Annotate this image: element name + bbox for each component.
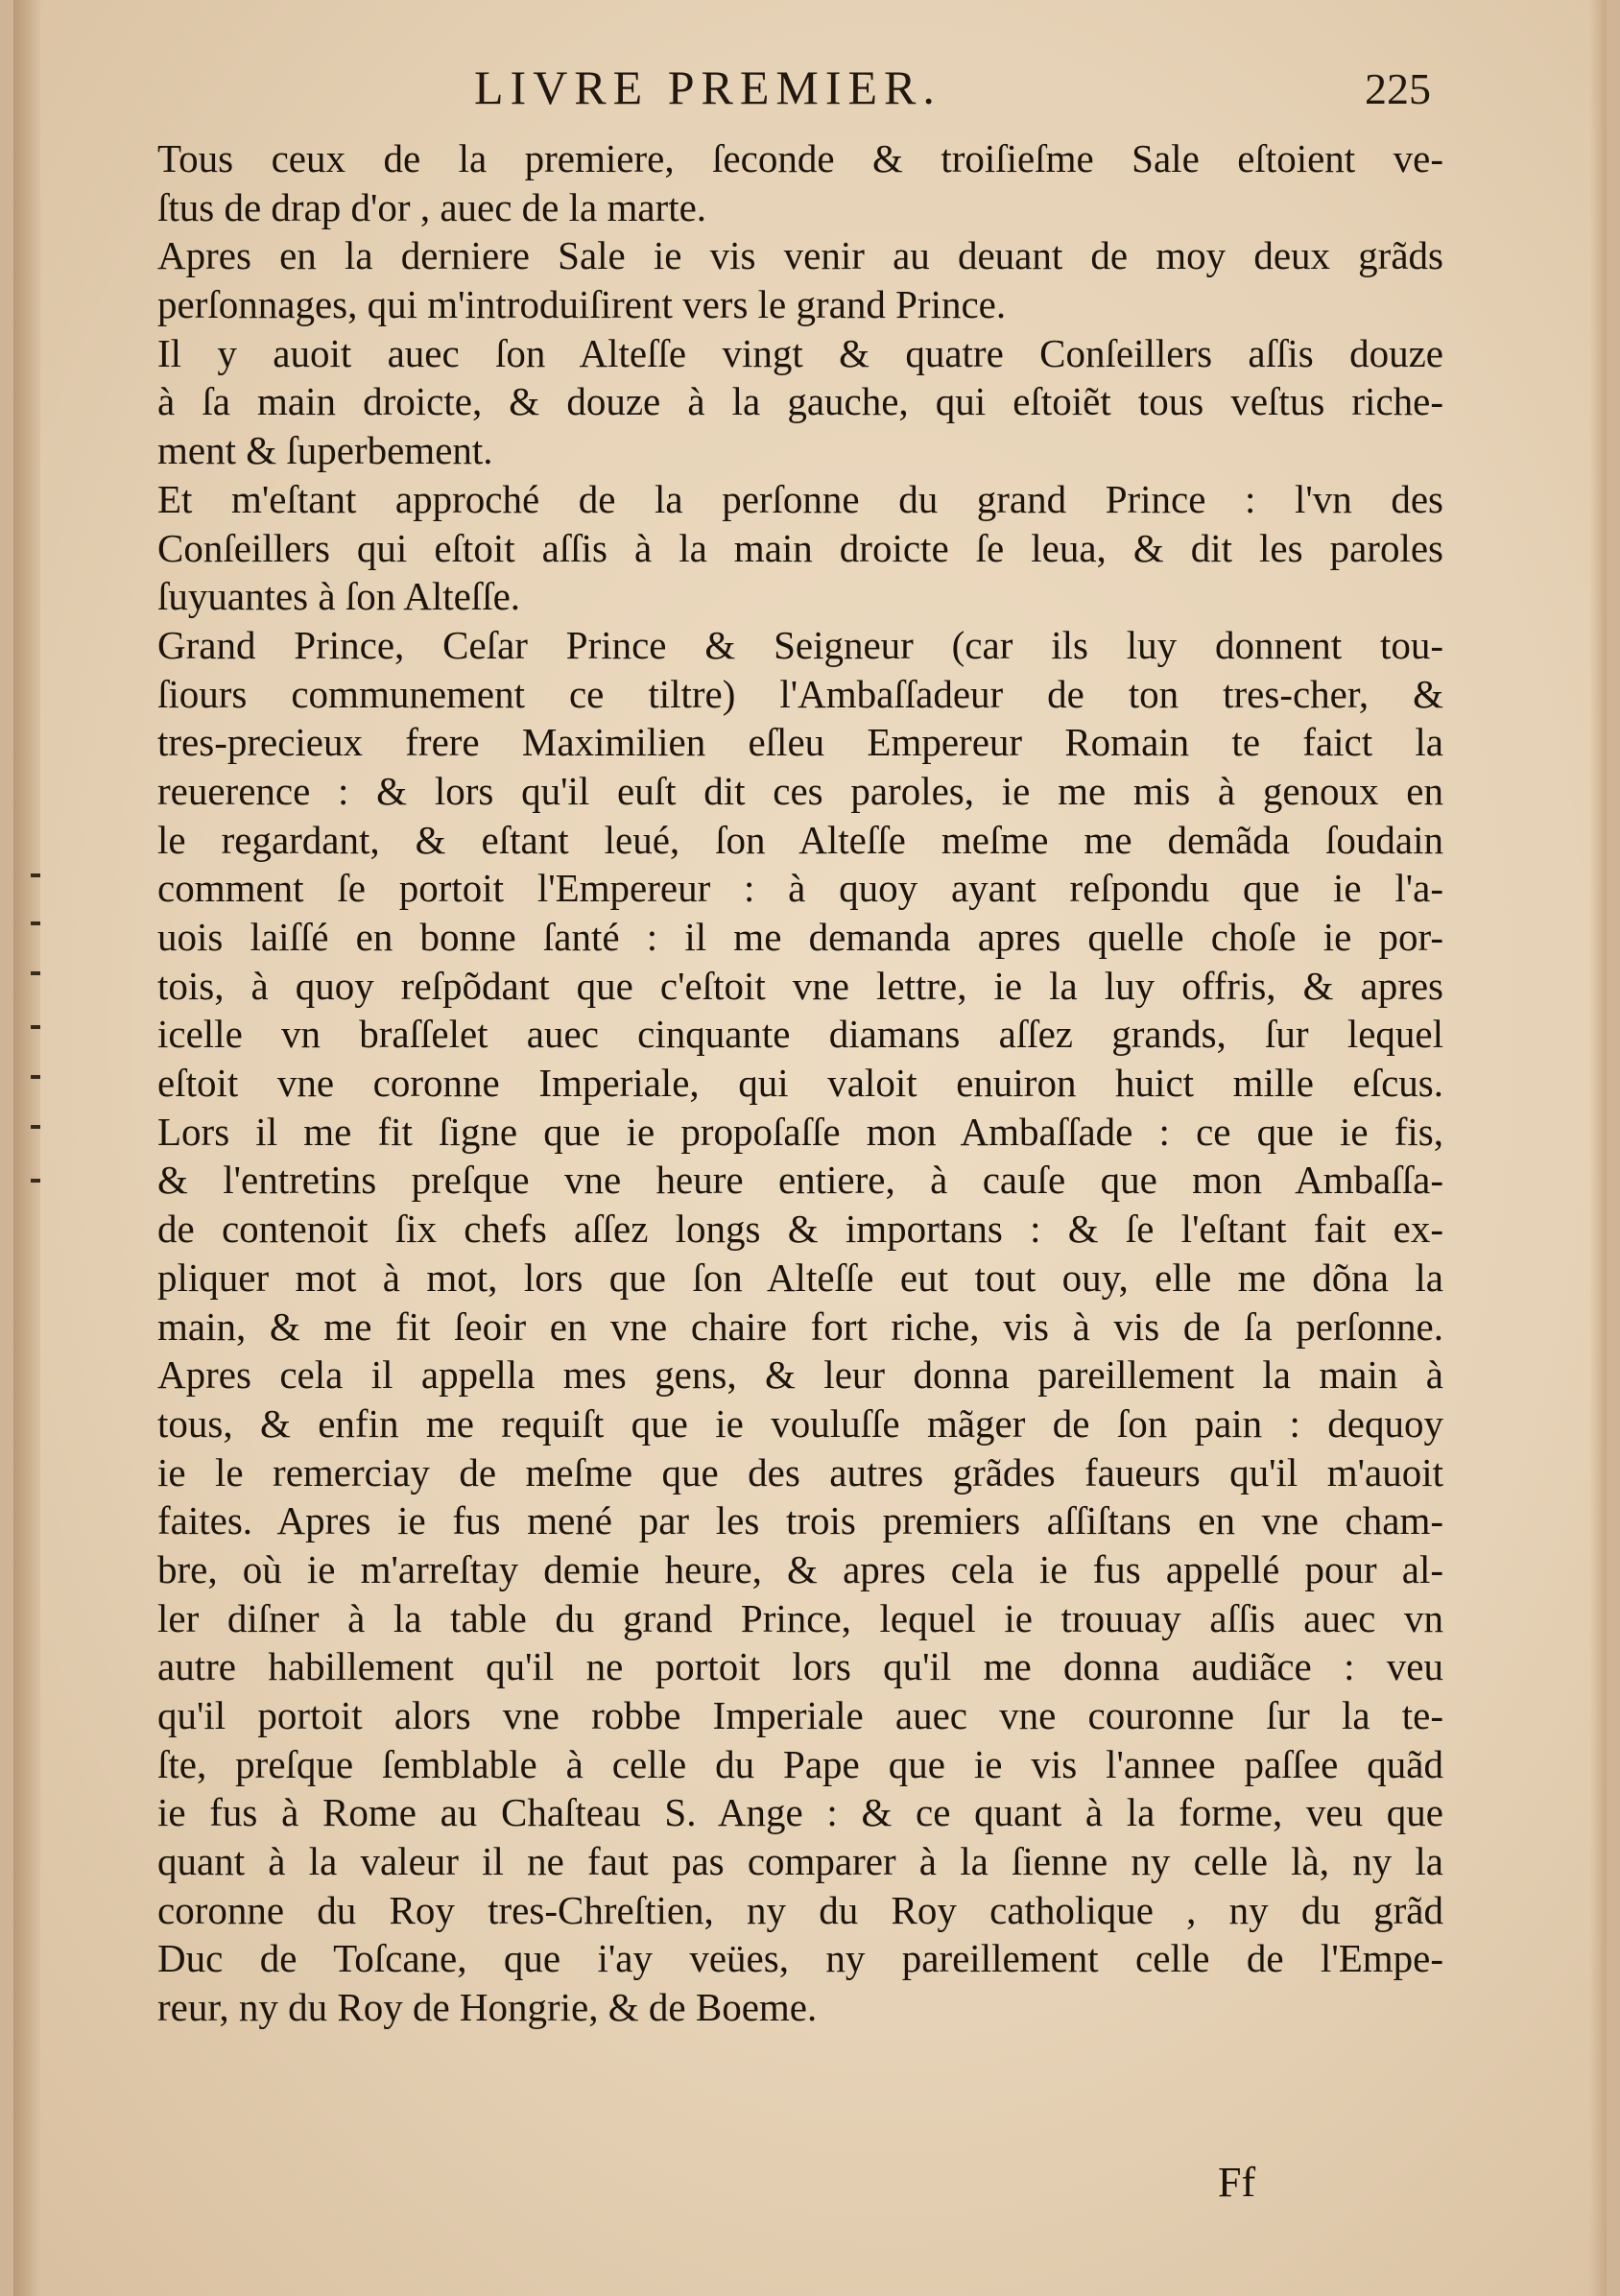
text-line: Apres cela il appella mes gens, & leur donna pareillement la main à <box>157 1352 1443 1398</box>
text-line: main, & me fit ſeoir en vne chaire fort riche, vis à vis de ſa perſonne. <box>157 1303 1443 1349</box>
text-line: de contenoit ſix chefs aſſez longs & importans : & ſe l'eſtant fait ex- <box>157 1207 1443 1252</box>
text-line: ſtus de drap d'or , auec de la marte. <box>157 184 707 229</box>
text-line: Grand Prince, Ceſar Prince & Seigneur (car ils luy donnent tou- <box>157 622 1443 667</box>
text-line: le regardant, & eſtant leué, ſon Alteſſe meſme me demãda ſoudain <box>157 817 1443 862</box>
text-line: bre, où ie m'arreſtay demie heure, & apres cela ie fus appellé pour al- <box>157 1546 1443 1591</box>
text-line: ler diſner à la table du grand Prince, lequel ie trouuay aſſis auec vn <box>157 1595 1443 1640</box>
text-line: autre habillement qu'il ne portoit lors qu'il me donna audiãce : veu <box>157 1644 1443 1689</box>
text-line: quant à la valeur il ne faut pas comparer à la ſienne ny celle là, ny la <box>157 1839 1443 1884</box>
text-line: tois, à quoy reſpõdant que c'eſtoit vne lettre, ie la luy offris, & apres <box>157 963 1443 1008</box>
text-line: Il y auoit auec ſon Alteſſe vingt & quatre Conſeillers aſſis douze <box>157 330 1443 375</box>
ink-mark <box>31 1125 40 1129</box>
text-line: Conſeillers qui eſtoit aſſis à la main droicte ſe leua, & dit les paroles <box>157 525 1443 570</box>
text-line: Tous ceux de la premiere, ſeconde & troiſieſme Sale eſtoient ve- <box>157 136 1443 180</box>
text-line: tous, & enfin me requiſt que ie vouluſſe mãger de ſon pain : dequoy <box>157 1400 1443 1446</box>
book-page <box>13 0 1607 2296</box>
ink-mark <box>31 873 40 877</box>
text-line: reur, ny du Roy de Hongrie, & de Boeme. <box>157 1985 818 2030</box>
text-line: icelle vn braſſelet auec cinquante diamans aſſez grands, ſur lequel <box>157 1012 1443 1057</box>
text-line: Et m'eſtant approché de la perſonne du grand Prince : l'vn des <box>157 476 1443 521</box>
ink-mark <box>31 1025 40 1029</box>
text-line: reuerence : & lors qu'il euſt dit ces paroles, ie me mis à genoux en <box>157 768 1443 813</box>
text-line: Lors il me fit ſigne que ie propoſaſſe mon Ambaſſade : ce que ie fis, <box>157 1109 1443 1154</box>
text-line: uois laiſſé en bonne ſanté : il me demanda apres quelle choſe ie por- <box>157 915 1443 959</box>
text-line: perſonnages, qui m'introduiſirent vers le grand Prince. <box>157 282 1007 327</box>
body-text <box>157 134 1443 2032</box>
text-line: ſiours communement ce tiltre) l'Ambaſſadeur de ton tres-cher, & <box>157 671 1443 716</box>
page-gutter <box>13 0 40 2296</box>
ink-mark <box>31 1179 40 1183</box>
signature-mark: Ff <box>1218 2159 1256 2206</box>
text-line: comment ſe portoit l'Empereur : à quoy ayant reſpondu que ie l'a- <box>157 866 1443 911</box>
page-number: 225 <box>1365 64 1431 113</box>
text-line: pliquer mot à mot, lors que ſon Alteſſe eut tout ouy, elle me dõna la <box>157 1255 1443 1300</box>
text-line: & l'entretins preſque vne heure entiere, à cauſe que mon Ambaſſa- <box>157 1158 1443 1203</box>
page-edge <box>1589 0 1607 2296</box>
ink-mark <box>31 1075 40 1079</box>
text-line: ie fus à Rome au Chaſteau S. Ange : & ce quant à la forme, veu que <box>157 1790 1443 1835</box>
text-line: qu'il portoit alors vne robbe Imperiale auec vne couronne ſur la te- <box>157 1693 1443 1737</box>
ink-mark <box>31 921 40 925</box>
text-line: Duc de Toſcane, que i'ay veües, ny pareillement celle de l'Empe- <box>157 1936 1443 1981</box>
text-line: tres-precieux frere Maximilien eſleu Empereur Romain te faict la <box>157 720 1443 765</box>
running-title: LIVRE PREMIER. <box>474 60 941 114</box>
text-line: eſtoit vne coronne Imperiale, qui valoit enuiron huict mille eſcus. <box>157 1061 1443 1106</box>
text-line: Apres en la derniere Sale ie vis venir au deuant de moy deux grãds <box>157 233 1443 278</box>
page-header <box>13 60 1607 127</box>
text-line: ſte, preſque ſemblable à celle du Pape que ie vis l'annee paſſee quãd <box>157 1741 1443 1786</box>
text-line: ie le remerciay de meſme que des autres grãdes faueurs qu'il m'auoit <box>157 1449 1443 1495</box>
text-line: coronne du Roy tres-Chreſtien, ny du Roy catholique , ny du grãd <box>157 1887 1443 1932</box>
text-line: ſuyuantes à ſon Alteſſe. <box>157 574 521 619</box>
text-line: faites. Apres ie fus mené par les trois premiers aſſiſtans en vne cham- <box>157 1498 1443 1543</box>
text-line: à ſa main droicte, & douze à la gauche, qui eſtoiẽt tous veſtus riche- <box>157 379 1443 424</box>
text-line: ment & ſuperbement. <box>157 428 493 473</box>
ink-mark <box>31 971 40 975</box>
